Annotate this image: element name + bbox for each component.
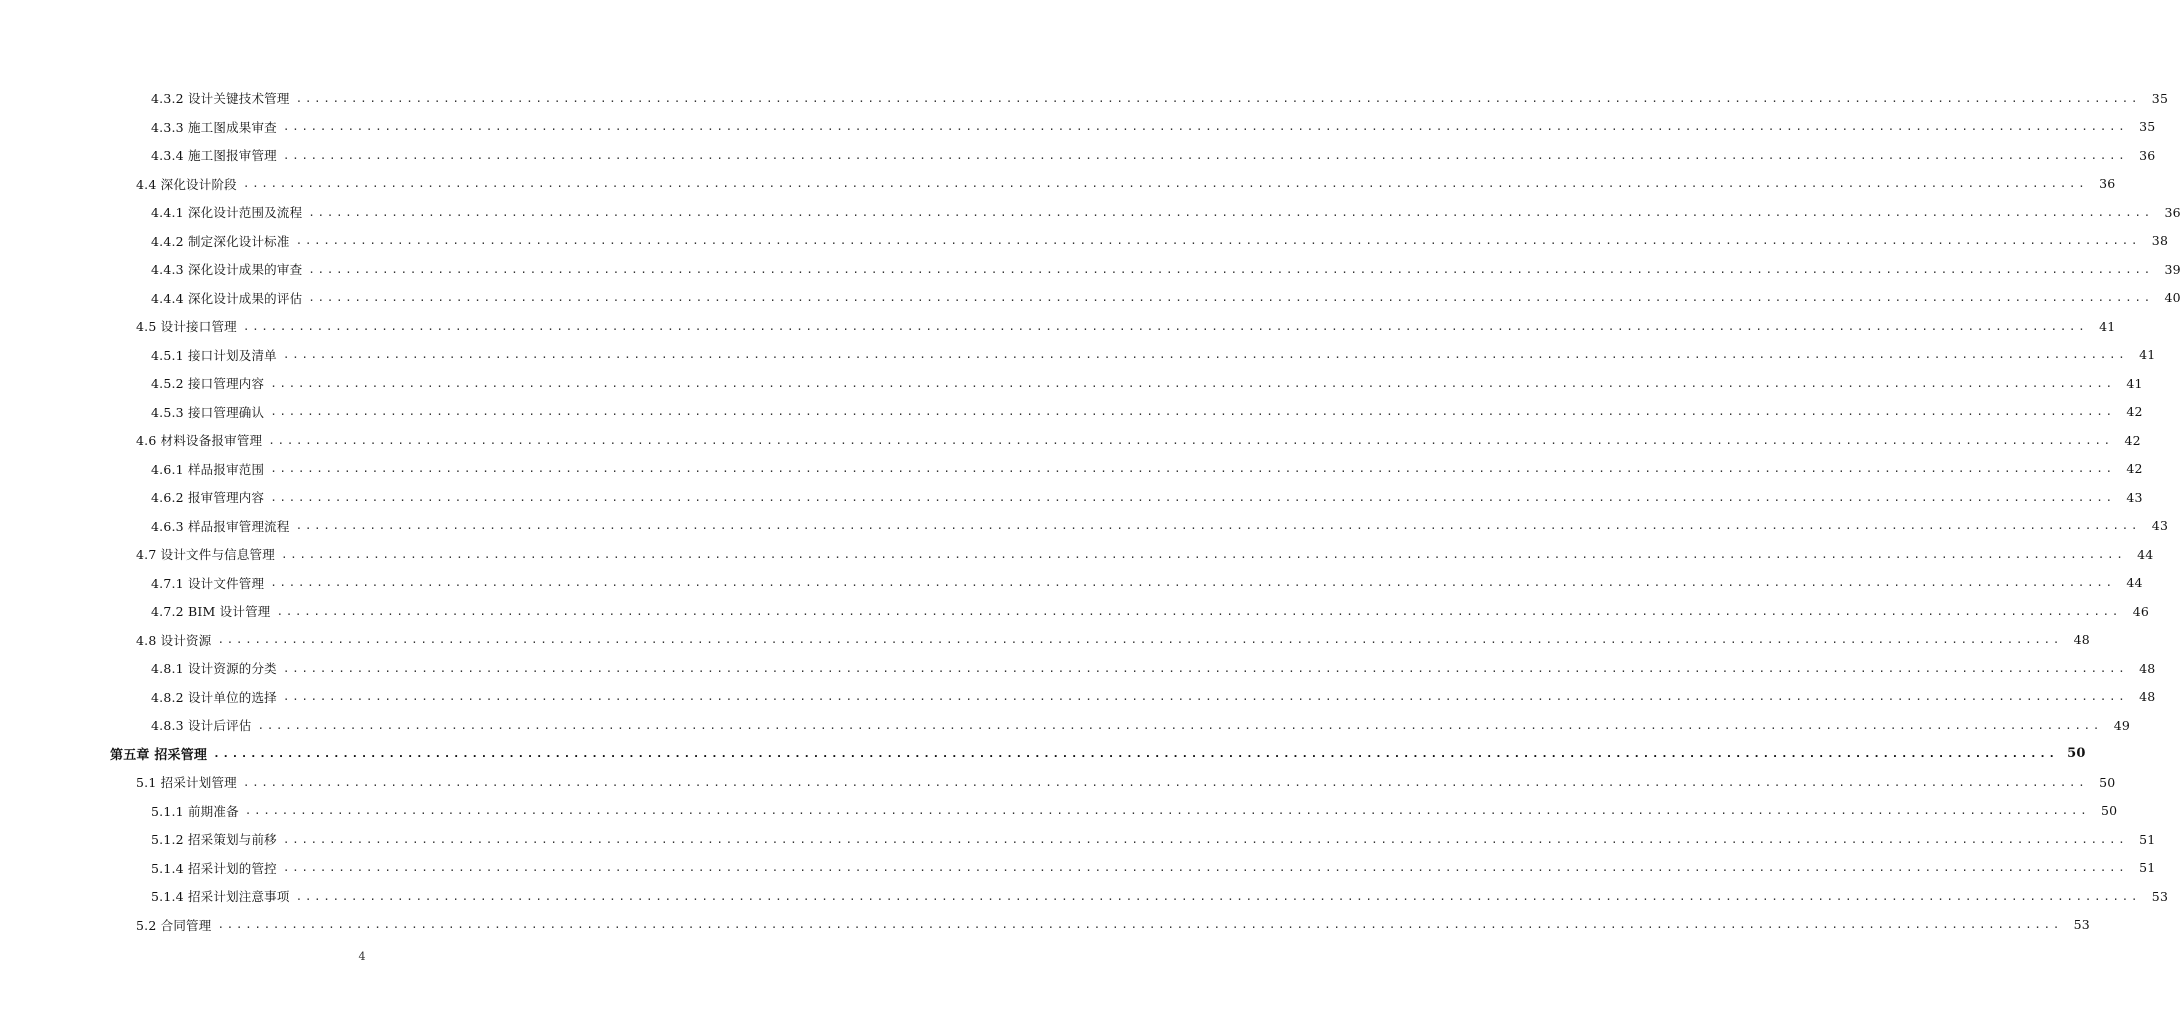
toc-entry-title: 4.8 设计资源	[136, 632, 212, 648]
toc-dot-leader: ........................................................................................................................................................................................................	[282, 120, 2128, 134]
toc-entry-page: 46	[2132, 603, 2149, 619]
toc-entry-page: 44	[2126, 575, 2143, 591]
toc-entry-page: 50	[2099, 774, 2116, 790]
toc-dot-leader: ........................................................................................................................................................................................................	[276, 604, 2121, 618]
toc-entry-page: 49	[2113, 717, 2130, 733]
toc-entry-title: 4.7.2 BIM 设计管理	[151, 604, 271, 620]
toc-entry[interactable]	[0, 483, 2143, 512]
toc-entry-title: 4.6.3 样品报审管理流程	[151, 518, 290, 534]
toc-entry[interactable]	[0, 455, 2143, 484]
toc-entry[interactable]	[0, 113, 2156, 142]
toc-entry-title: 第五章 招采管理	[110, 748, 208, 764]
toc-entry-title: 4.5 设计接口管理	[136, 319, 237, 335]
toc-entry[interactable]	[0, 597, 2149, 626]
toc-entry-title: 4.8.3 设计后评估	[151, 718, 252, 734]
toc-dot-leader: ........................................................................................................................................................................................................	[270, 576, 2115, 590]
toc-entry-title: 4.5.3 接口管理确认	[151, 404, 265, 420]
toc-entry[interactable]	[0, 882, 2169, 911]
toc-dot-leader: ........................................................................................................................................................................................................	[217, 633, 2062, 647]
toc-entry-title: 5.1.4 招采计划的管控	[151, 860, 277, 876]
toc-entry[interactable]	[0, 626, 2090, 655]
toc-entry-page: 43	[2151, 518, 2169, 534]
toc-entry-page: 42	[2124, 432, 2141, 448]
toc-entry-title: 4.5.1 接口计划及清单	[151, 347, 277, 363]
toc-entry-page: 48	[2139, 689, 2156, 705]
toc-entry[interactable]	[0, 84, 2169, 113]
toc-entry-title: 4.4.4 深化设计成果的评估	[151, 290, 303, 306]
toc-entry-page: 51	[2139, 860, 2156, 876]
toc-dot-leader: ........................................................................................................................................................................................................	[282, 661, 2128, 675]
toc-dot-leader: ........................................................................................................................................................................................................	[270, 490, 2115, 504]
toc-dot-leader: ........................................................................................................................................................................................................	[217, 918, 2062, 932]
toc-entry[interactable]	[0, 683, 2156, 712]
toc-entry-page: 41	[2099, 318, 2116, 334]
toc-dot-leader: ........................................................................................................................................................................................................	[282, 348, 2128, 362]
page-number: 4	[358, 950, 366, 963]
toc-entry-title: 5.2 合同管理	[136, 917, 212, 933]
toc-entry-title: 4.6.2 报审管理内容	[151, 490, 265, 506]
toc-entry-title: 4.5.2 接口管理内容	[151, 376, 265, 392]
toc-entry[interactable]	[0, 426, 2141, 455]
toc-dot-leader: ........................................................................................................................................................................................................	[213, 747, 2058, 761]
toc-entry-page: 38	[2151, 233, 2169, 249]
toc-entry-title: 4.8.2 设计单位的选择	[151, 689, 277, 705]
toc-entry[interactable]	[0, 768, 2116, 797]
toc-entry-page: 42	[2126, 404, 2143, 420]
toc-entry[interactable]	[0, 170, 2116, 199]
toc-entry[interactable]	[0, 512, 2169, 541]
toc-entry-page: 50	[2100, 803, 2118, 819]
toc-entry-page: 36	[2139, 147, 2156, 163]
toc-entry[interactable]	[0, 540, 2154, 569]
toc-dot-leader: ........................................................................................................................................................................................................	[270, 376, 2115, 390]
toc-entry-page: 53	[2073, 917, 2090, 933]
toc-entry-title: 4.4.3 深化设计成果的审查	[151, 262, 303, 278]
toc-entry-title: 5.1.2 招采策划与前移	[151, 832, 277, 848]
toc-entry[interactable]	[0, 569, 2143, 598]
toc-entry[interactable]	[0, 911, 2090, 940]
toc-entry-page: 44	[2137, 546, 2154, 562]
toc-entry[interactable]	[0, 854, 2156, 883]
toc-entry-title: 4.6 材料设备报审管理	[136, 433, 263, 449]
toc-entry-page: 53	[2151, 888, 2169, 904]
toc-entry-page: 51	[2139, 831, 2156, 847]
toc-dot-leader: ........................................................................................................................................................................................................	[282, 861, 2128, 875]
toc-dot-leader: ........................................................................................................................................................................................................	[257, 718, 2102, 732]
toc-entry[interactable]	[0, 711, 2130, 740]
toc-entry-page: 39	[2164, 261, 2181, 277]
toc-entry[interactable]	[0, 654, 2156, 683]
toc-dot-leader: ........................................................................................................................................................................................................	[308, 205, 2153, 219]
toc-entry-title: 4.7 设计文件与信息管理	[136, 547, 275, 563]
toc-entry-page: 42	[2126, 461, 2143, 477]
toc-entry[interactable]	[0, 740, 2086, 769]
toc-entry-page: 36	[2164, 204, 2181, 220]
toc-entry-title: 4.8.1 设计资源的分类	[151, 661, 277, 677]
toc-entry-page: 40	[2164, 290, 2181, 306]
toc-entry[interactable]	[0, 369, 2143, 398]
toc-entry[interactable]	[0, 312, 2116, 341]
toc-entry[interactable]	[0, 255, 2181, 284]
toc-entry-page: 50	[2067, 746, 2086, 762]
toc-entry-page: 41	[2126, 375, 2143, 391]
toc-dot-leader: ........................................................................................................................................................................................................	[308, 291, 2153, 305]
toc-entry-page: 41	[2139, 347, 2156, 363]
toc-entry-page: 48	[2139, 660, 2156, 676]
toc-entry-page: 35	[2151, 90, 2169, 106]
toc-entry-page: 36	[2099, 176, 2116, 192]
toc-dot-leader: ........................................................................................................................................................................................................	[282, 690, 2128, 704]
toc-dot-leader: ........................................................................................................................................................................................................	[295, 889, 2141, 903]
toc-dot-leader: ........................................................................................................................................................................................................	[282, 148, 2128, 162]
toc-entry[interactable]	[0, 825, 2156, 854]
toc-entry-title: 4.4.1 深化设计范围及流程	[151, 205, 303, 221]
toc-dot-leader: ........................................................................................................................................................................................................	[244, 804, 2090, 818]
toc-dot-leader: ........................................................................................................................................................................................................	[295, 519, 2141, 533]
toc-entry-page: 35	[2139, 119, 2156, 135]
toc-entry[interactable]	[0, 341, 2156, 370]
toc-entry-title: 4.3.2 设计关键技术管理	[151, 91, 290, 107]
toc-entry[interactable]	[0, 284, 2181, 313]
toc-dot-leader: ........................................................................................................................................................................................................	[295, 234, 2141, 248]
toc-entry-title: 5.1 招采计划管理	[136, 775, 237, 791]
toc-entry[interactable]	[0, 797, 2118, 826]
toc-entry[interactable]	[0, 398, 2143, 427]
toc-entry-title: 4.3.4 施工图报审管理	[151, 148, 277, 164]
toc-entry-page: 48	[2073, 632, 2090, 648]
toc-entry-page: 43	[2126, 489, 2143, 505]
toc-entry[interactable]	[0, 198, 2181, 227]
toc-dot-leader: ........................................................................................................................................................................................................	[242, 177, 2088, 191]
toc-dot-leader: ........................................................................................................................................................................................................	[242, 319, 2088, 333]
toc-entry-title: 4.3.3 施工图成果审查	[151, 119, 277, 135]
table-of-contents	[0, 84, 2181, 939]
toc-entry-title: 4.4 深化设计阶段	[136, 176, 237, 192]
toc-dot-leader: ........................................................................................................................................................................................................	[242, 775, 2088, 789]
toc-entry-title: 4.4.2 制定深化设计标准	[151, 233, 290, 249]
toc-entry-title: 4.7.1 设计文件管理	[151, 575, 265, 591]
toc-entry-title: 5.1.4 招采计划注意事项	[151, 889, 290, 905]
toc-entry-title: 5.1.1 前期准备	[151, 803, 239, 819]
toc-entry[interactable]	[0, 227, 2169, 256]
toc-dot-leader: ........................................................................................................................................................................................................	[308, 262, 2153, 276]
toc-dot-leader: ........................................................................................................................................................................................................	[280, 547, 2126, 561]
toc-dot-leader: ........................................................................................................................................................................................................	[270, 462, 2115, 476]
toc-entry[interactable]	[0, 141, 2156, 170]
toc-dot-leader: ........................................................................................................................................................................................................	[270, 405, 2115, 419]
toc-entry-title: 4.6.1 样品报审范围	[151, 461, 265, 477]
toc-dot-leader: ........................................................................................................................................................................................................	[295, 91, 2141, 105]
toc-dot-leader: ........................................................................................................................................................................................................	[282, 832, 2128, 846]
toc-dot-leader: ........................................................................................................................................................................................................	[268, 433, 2113, 447]
